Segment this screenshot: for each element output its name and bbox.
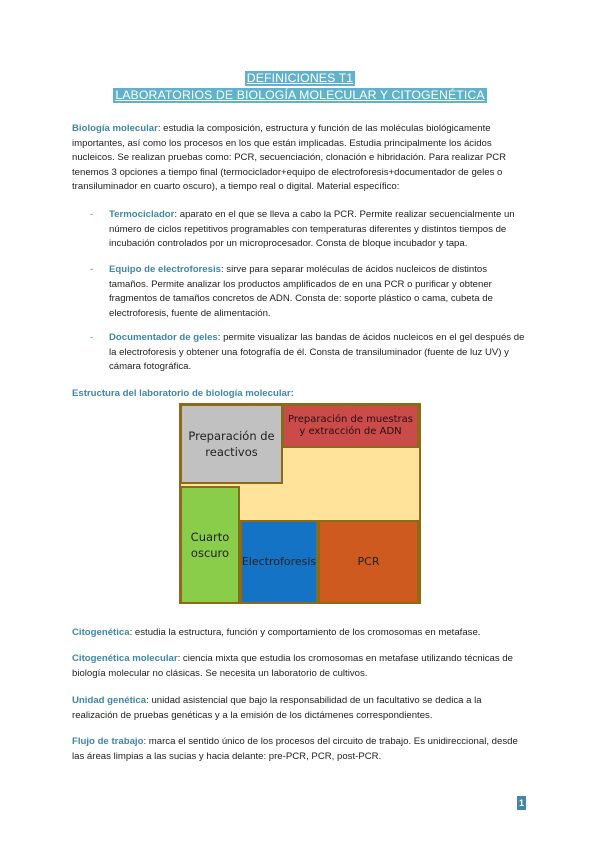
document-title	[0, 71, 600, 104]
room-preparacion-muestras: Preparación de muestras y extracción de ADN	[282, 404, 419, 448]
title-line-2: LABORATORIOS DE BIOLOGÍA MOLECULAR Y CITOGENÉTICA	[115, 87, 485, 102]
term-flujo-trabajo: Flujo de trabajo	[72, 736, 144, 747]
flujo-trabajo-text: : marca el sentido único de los procesos del circuito de trabajo. Es unidireccional, desde las áreas limpias a las sucias y hacia delante: pre-PCR, PCR, post-PCR.	[72, 736, 518, 762]
electroforesis-text: : sirve para separar moléculas de ácidos nucleicos de distintos tamaños. Permite analizar los productos amplificados de en una PCR o purificar y obtener fragmentos de tamaños concretos de ADN. Consta de: soporte plástico o cama, cubeta de electroforesis, fuente de alimentación.	[109, 264, 493, 319]
room-pcr: PCR	[318, 520, 419, 604]
definition-citogenetica-molecular	[72, 652, 528, 681]
termociclador-text: : aparato en el que se lleva a cabo la PCR. Permite realizar secuencialmente un número de ciclos repetitivos programables con temperaturas diferentes y distintos tiempos de incubación controlados por un microprocesador. Consta de bloque incubador y tapa.	[109, 209, 515, 250]
definition-unidad-genetica	[72, 694, 528, 723]
bullet-dash: -	[90, 209, 94, 220]
title-line-1: DEFINICIONES T1	[246, 71, 354, 85]
room-cuarto-oscuro: Cuarto oscuro	[180, 486, 240, 604]
term-termociclador: Termociclador	[109, 209, 175, 220]
page-number: 1	[518, 798, 524, 808]
unidad-genetica-text: : unidad asistencial que bajo la responsabilidad de un facultativo se dedica a la realización de pruebas genéticas y a la emisión de los dictámenes correspondientes.	[72, 695, 482, 721]
term-equipo-electroforesis: Equipo de electroforesis	[109, 264, 221, 275]
citogenetica-text: : estudia la estructura, función y comportamiento de los cromosomas en metafase.	[129, 627, 481, 638]
room-preparacion-reactivos: Preparación de reactivos	[180, 404, 283, 484]
definition-citogenetica	[72, 626, 528, 641]
term-documentador-geles: Documentador de geles	[109, 332, 218, 343]
definition-flujo-trabajo	[72, 735, 528, 764]
bullet-dash: -	[90, 332, 94, 343]
bullet-dash: -	[90, 264, 94, 275]
term-unidad-genetica: Unidad genética	[72, 695, 147, 706]
intro-paragraph	[72, 122, 528, 195]
room-electroforesis: Electroforesis	[240, 520, 318, 604]
term-citogenetica: Citogenética	[72, 627, 130, 638]
intro-text: : estudia la composición, estructura y función de las moléculas biológicamente importantes, así como los procesos en los que están implicadas. Estudia principalmente los ácidos nucleicos. Se realizan pruebas como: PCR, secuenciación, clonación e hibridación. Para realizar PCR tenemos 3 opciones a tiempo final (termociclador+equipo de electroforesis+documentador de geles o transiluminador en cuarto oscuro), a tiempo real o digital. Material específico:	[72, 123, 507, 193]
term-biologia-molecular: Biología molecular	[72, 123, 158, 134]
documentador-text: : permite visualizar las bandas de ácidos nucleicos en el gel después de la electroforesis y obtener una fotografía de él. Consta de transiluminador (fuente de luz UV) y cámara fotográfica.	[109, 332, 525, 373]
term-citogenetica-molecular: Citogenética molecular	[72, 653, 178, 664]
lab-structure-heading: Estructura del laboratorio de biología molecular:	[72, 388, 294, 399]
citogenetica-molecular-text: : ciencia mixta que estudia los cromosomas en metafase utilizando técnicas de biología molecular no clásicas. Se necesita un laboratorio de cultivos.	[72, 653, 513, 679]
